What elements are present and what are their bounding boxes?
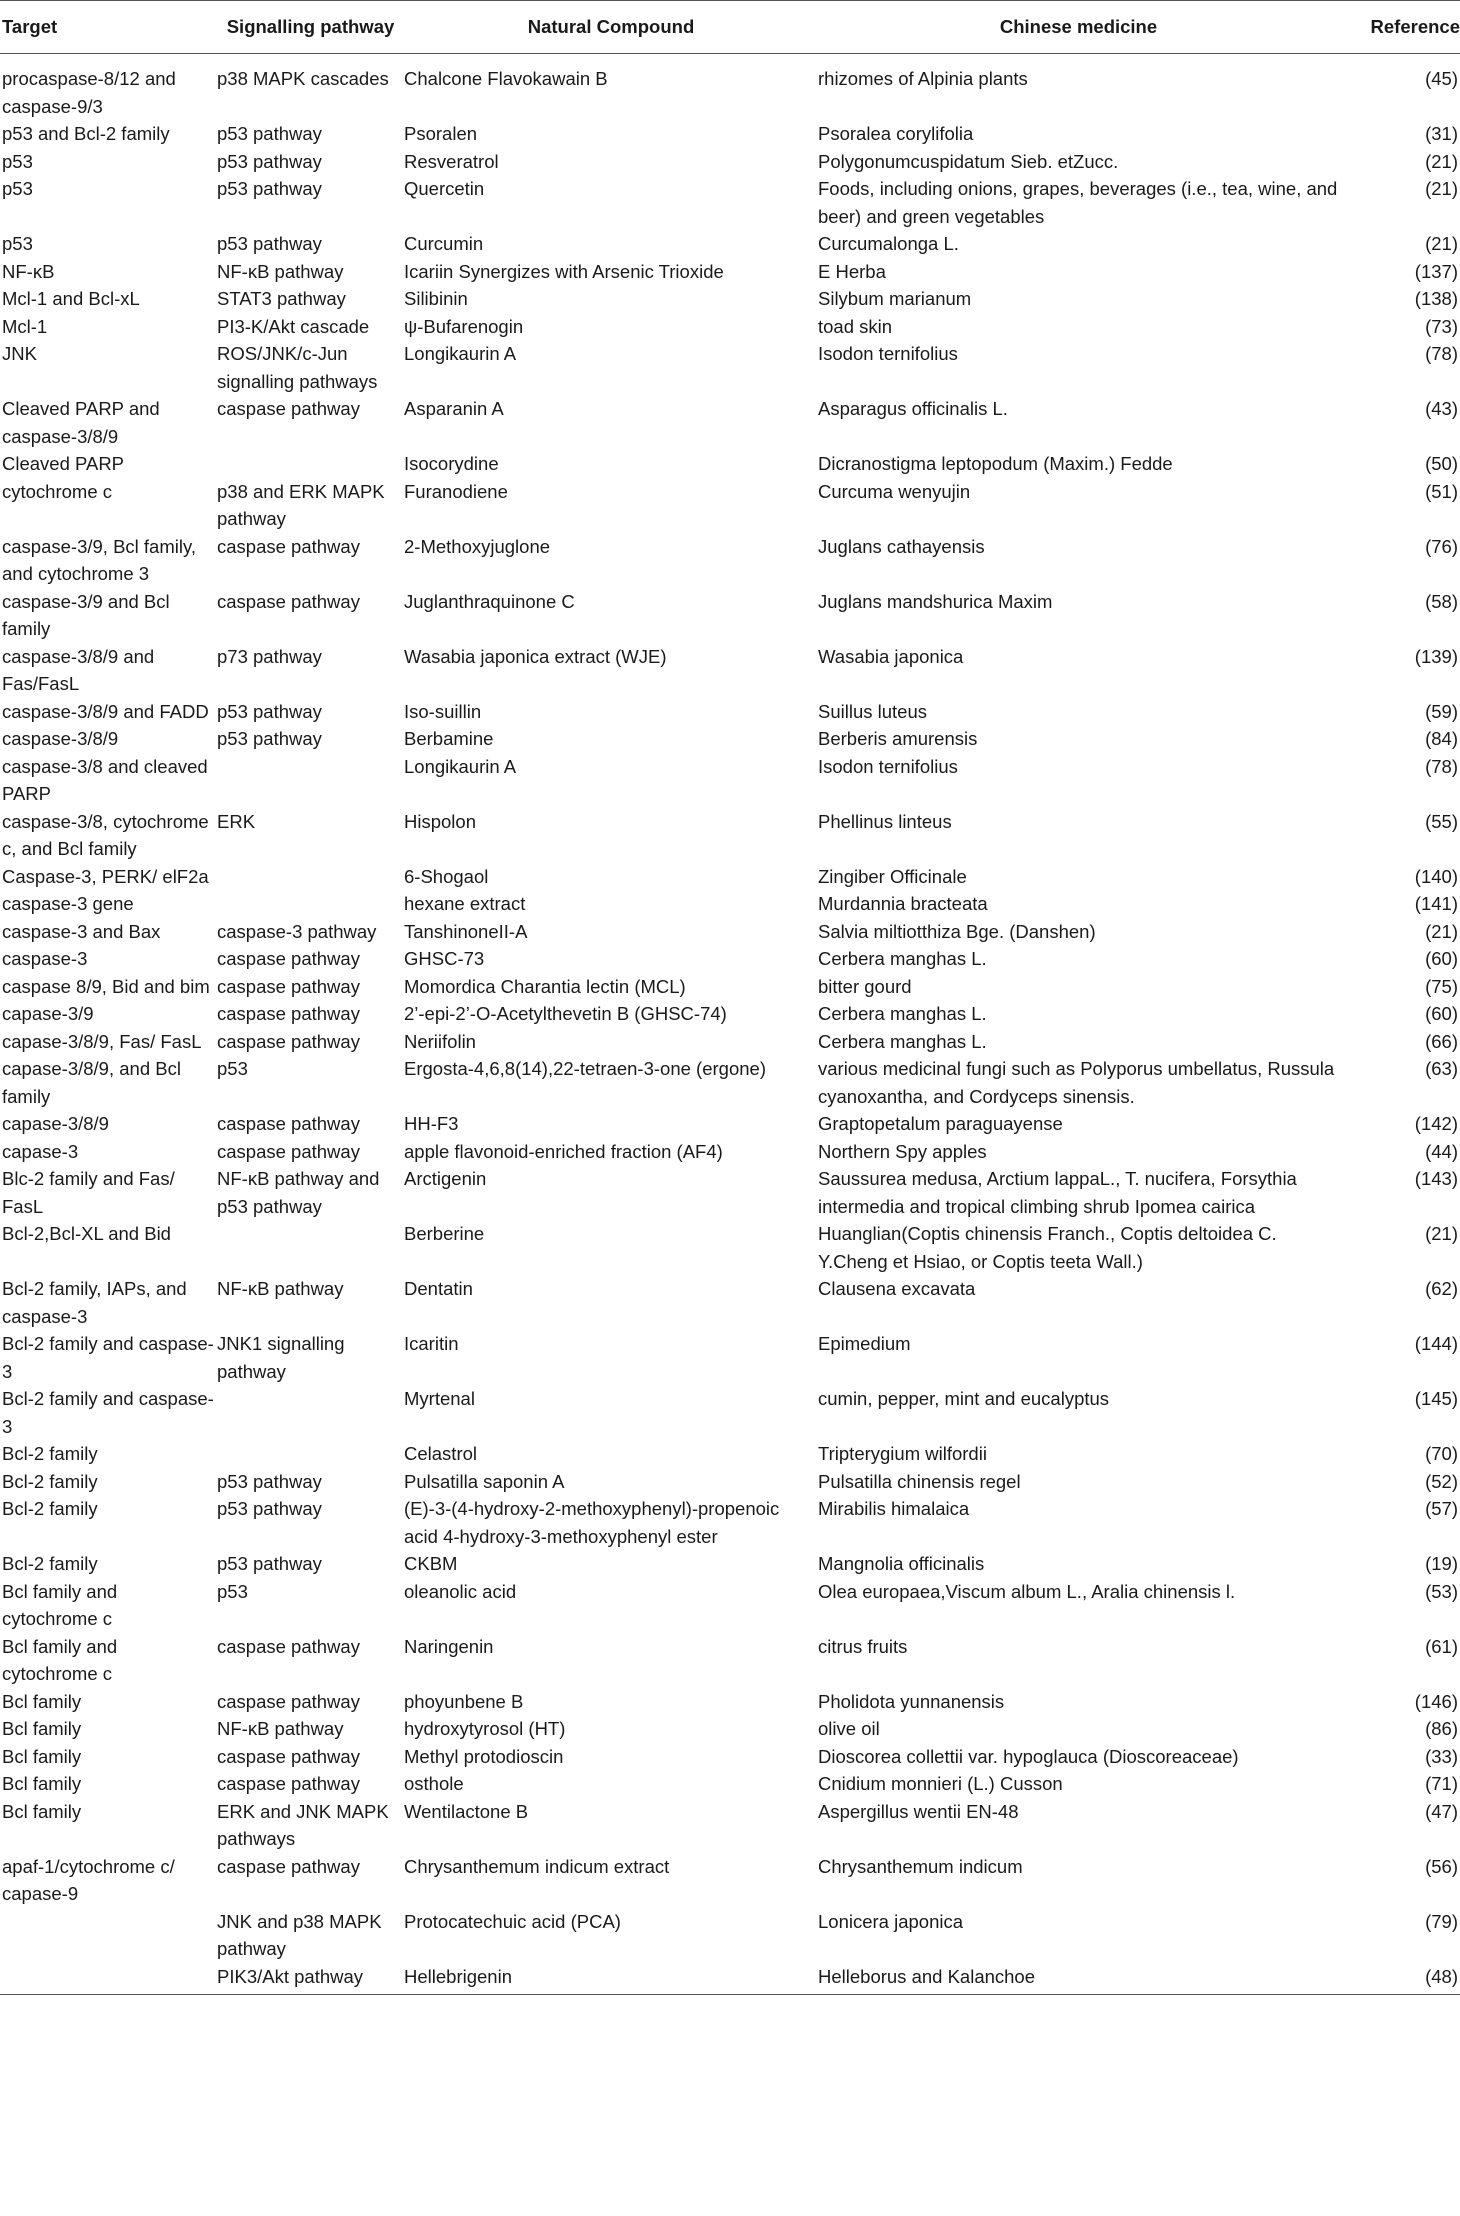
cell-chinese-medicine: Dioscorea collettii var. hypoglauca (Dioscoreaceae) — [818, 1745, 1239, 1767]
cell-signalling-pathway: caspase pathway — [217, 948, 360, 969]
table-row — [0, 1138, 1460, 1166]
cell-target: Bcl-2,Bcl-XL and Bid — [2, 1223, 171, 1244]
cell-chinese-medicine: cumin, pepper, mint and eucalyptus — [818, 1388, 1110, 1409]
cell-chinese-medicine: Phellinus linteus — [818, 810, 952, 832]
cell-signalling-pathway: p38 and ERK MAPK pathway — [217, 480, 385, 529]
cell-reference: (33) — [1425, 1745, 1458, 1767]
cell-reference: (19) — [1425, 1553, 1458, 1574]
cell-target: capase-3 — [2, 1140, 79, 1162]
table-row — [0, 313, 1460, 341]
header-reference: Reference — [1339, 1, 1460, 54]
cell-target: Bcl-2 family, IAPs, and caspase-3 — [2, 1278, 187, 1327]
cell-reference: (145) — [1414, 1388, 1458, 1409]
cell-target: caspase-3/8, cytochrome c, and Bcl family — [2, 810, 209, 859]
table-row — [0, 1440, 1460, 1468]
cell-reference: (59) — [1425, 700, 1458, 722]
cell-natural-compound: Asparanin A — [404, 398, 504, 419]
cell-signalling-pathway — [217, 1385, 404, 1440]
table-row — [0, 54, 1460, 121]
cell-chinese-medicine: Tripterygium wilfordii — [818, 1443, 987, 1464]
cell-reference: (31) — [1425, 123, 1458, 144]
table-row — [0, 175, 1460, 230]
cell-target: Bcl family — [2, 1773, 82, 1794]
table-row — [0, 258, 1460, 286]
cell-natural-compound: Wasabia japonica extract (WJE) — [404, 645, 667, 667]
cell-chinese-medicine: Murdannia bracteata — [818, 893, 988, 914]
cell-natural-compound: 2-Methoxyjuglone — [404, 535, 551, 557]
cell-natural-compound: CKBM — [404, 1553, 458, 1574]
cell-target: caspase-3 — [2, 948, 88, 969]
cell-target: Bcl-2 family — [2, 1498, 98, 1519]
cell-chinese-medicine: Mirabilis himalaica — [818, 1498, 970, 1519]
cell-signalling-pathway: caspase pathway — [217, 1030, 360, 1052]
cell-signalling-pathway: STAT3 pathway — [217, 288, 346, 309]
cell-signalling-pathway: JNK and p38 MAPK pathway — [217, 1910, 382, 1959]
cell-chinese-medicine: Helleborus and Kalanchoe — [818, 1963, 1339, 1995]
cell-chinese-medicine: Huanglian(Coptis chinensis Franch., Coptis deltoidea C. Y.Cheng et Hsiao, or Coptis teeta Wall.) — [818, 1223, 1277, 1272]
cell-natural-compound: Hellebrigenin — [404, 1963, 818, 1995]
cell-natural-compound: Berberine — [404, 1223, 485, 1244]
cell-target — [0, 1908, 217, 1963]
table-row — [0, 1055, 1460, 1110]
cell-chinese-medicine: Isodon ternifolius — [818, 343, 958, 364]
table-body — [0, 54, 1460, 1995]
cell-target: Bcl family — [2, 1745, 82, 1767]
cell-reference: (60) — [1425, 948, 1458, 969]
cell-natural-compound: Chalcone Flavokawain B — [404, 68, 608, 89]
cell-reference: (56) — [1425, 1855, 1458, 1877]
cell-natural-compound: hydroxytyrosol (HT) — [404, 1718, 566, 1739]
header-target: Target — [0, 1, 217, 54]
cell-target: Cleaved PARP — [2, 453, 125, 474]
cell-reference: (84) — [1425, 728, 1458, 749]
cell-signalling-pathway: PIK3/Akt pathway — [217, 1963, 404, 1995]
table-row — [0, 1715, 1460, 1743]
cell-target: capase-3/8/9 — [2, 1113, 109, 1134]
cell-chinese-medicine: Juglans mandshurica Maxim — [818, 590, 1053, 612]
cell-target: Bcl-2 family and caspase-3 — [2, 1388, 214, 1437]
cell-chinese-medicine: Berberis amurensis — [818, 728, 978, 749]
cell-natural-compound: Silibinin — [404, 288, 468, 309]
cell-chinese-medicine: Saussurea medusa, Arctium lappaL., T. nucifera, Forsythia intermedia and tropical climbing shrub Ipomea cairica — [818, 1168, 1297, 1217]
table-row — [0, 1908, 1460, 1963]
cell-natural-compound: Resveratrol — [404, 150, 499, 172]
cell-reference: (144) — [1414, 1333, 1458, 1354]
cell-signalling-pathway: ROS/JNK/c-Jun signalling pathways — [217, 343, 378, 392]
cell-signalling-pathway: p53 pathway — [217, 1470, 322, 1492]
cell-reference: (52) — [1425, 1470, 1458, 1492]
cell-reference: (141) — [1414, 893, 1458, 914]
cell-target — [0, 1963, 217, 1995]
table-row — [0, 1853, 1460, 1908]
cell-reference: (45) — [1425, 68, 1458, 89]
cell-target: Cleaved PARP and caspase-3/8/9 — [2, 398, 160, 447]
cell-signalling-pathway: caspase pathway — [217, 535, 360, 557]
cell-reference: (21) — [1425, 150, 1458, 172]
cell-signalling-pathway — [217, 1440, 404, 1468]
cell-chinese-medicine: Psoralea corylifolia — [818, 123, 974, 144]
cell-reference: (21) — [1425, 178, 1458, 199]
cell-target: JNK — [2, 343, 37, 364]
table-row — [0, 395, 1460, 450]
cell-natural-compound: Momordica Charantia lectin (MCL) — [404, 975, 686, 997]
cell-target: Bcl-2 family and caspase-3 — [2, 1333, 214, 1382]
cell-target: p53 and Bcl-2 family — [2, 123, 170, 144]
table-row — [0, 808, 1460, 863]
cell-signalling-pathway: caspase pathway — [217, 1773, 360, 1794]
cell-target: Bcl family — [2, 1800, 82, 1822]
cell-chinese-medicine: Juglans cathayensis — [818, 535, 985, 557]
cell-natural-compound: Curcumin — [404, 233, 484, 254]
cell-signalling-pathway: p53 — [217, 1580, 248, 1602]
cell-signalling-pathway: caspase pathway — [217, 1690, 360, 1712]
cell-natural-compound: Icariin Synergizes with Arsenic Trioxide — [404, 260, 724, 282]
cell-target: procaspase-8/12 and caspase-9/3 — [2, 68, 176, 117]
cell-signalling-pathway: p53 — [217, 1058, 248, 1079]
cell-target: Mcl-1 — [2, 315, 48, 337]
cell-natural-compound: Berbamine — [404, 728, 494, 749]
cell-reference: (21) — [1425, 920, 1458, 942]
cell-natural-compound: Icaritin — [404, 1333, 459, 1354]
cell-natural-compound: Chrysanthemum indicum extract — [404, 1855, 670, 1877]
cell-chinese-medicine: bitter gourd — [818, 975, 912, 997]
table-row — [0, 285, 1460, 313]
table-row — [0, 1743, 1460, 1771]
table-row — [0, 588, 1460, 643]
cell-target: capase-3/9 — [2, 1003, 94, 1024]
cell-target: Bcl family — [2, 1690, 82, 1712]
table-row — [0, 1165, 1460, 1220]
table-row — [0, 1000, 1460, 1028]
cell-natural-compound: Longikaurin A — [404, 343, 517, 364]
table-row — [0, 1688, 1460, 1716]
cell-target: caspase-3/8/9 and FADD — [2, 700, 209, 722]
cell-target: Blc-2 family and Fas/ FasL — [2, 1168, 175, 1217]
cell-target: caspase-3 gene — [2, 893, 134, 914]
table-row — [0, 340, 1460, 395]
cell-chinese-medicine: citrus fruits — [818, 1635, 908, 1657]
table-row — [0, 148, 1460, 176]
cell-target: Caspase-3, PERK/ elF2a — [2, 865, 209, 887]
cell-target: Bcl-2 family — [2, 1470, 98, 1492]
cell-reference: (78) — [1425, 755, 1458, 777]
cell-target: Bcl-2 family — [2, 1443, 98, 1464]
table-row — [0, 1330, 1460, 1385]
table-row — [0, 533, 1460, 588]
cell-natural-compound: Arctigenin — [404, 1168, 487, 1189]
table-row — [0, 1963, 1460, 1995]
cell-signalling-pathway: ERK — [217, 810, 256, 832]
cell-signalling-pathway: caspase pathway — [217, 1003, 360, 1024]
cell-target: cytochrome c — [2, 480, 113, 502]
cell-natural-compound: oleanolic acid — [404, 1580, 517, 1602]
cell-reference: (43) — [1425, 398, 1458, 419]
cell-natural-compound: (E)-3-(4-hydroxy-2-methoxyphenyl)-propenoic acid 4-hydroxy-3-methoxyphenyl ester — [404, 1498, 780, 1547]
cell-signalling-pathway: ERK and JNK MAPK pathways — [217, 1800, 389, 1849]
table-row — [0, 1550, 1460, 1578]
cell-target: p53 — [2, 150, 33, 172]
cell-chinese-medicine: Pholidota yunnanensis — [818, 1690, 1005, 1712]
cell-natural-compound: Iso-suillin — [404, 700, 482, 722]
cell-target: capase-3/8/9, Fas/ FasL — [2, 1030, 202, 1052]
cell-target: caspase-3 and Bax — [2, 920, 161, 942]
table-row — [0, 643, 1460, 698]
cell-chinese-medicine: Wasabia japonica — [818, 645, 964, 667]
cell-natural-compound: Wentilactone B — [404, 1800, 529, 1822]
cell-chinese-medicine: Salvia miltiotthiza Bge. (Danshen) — [818, 920, 1096, 942]
cell-chinese-medicine: Isodon ternifolius — [818, 755, 958, 777]
cell-natural-compound: Protocatechuic acid (PCA) — [404, 1910, 621, 1932]
cell-reference: (143) — [1414, 1168, 1458, 1189]
cell-reference: (53) — [1425, 1580, 1458, 1602]
cell-reference: (138) — [1414, 288, 1458, 309]
cell-natural-compound: ψ-Bufarenogin — [404, 315, 524, 337]
cell-chinese-medicine: Epimedium — [818, 1333, 911, 1354]
cell-chinese-medicine: Cerbera manghas L. — [818, 948, 987, 969]
cell-chinese-medicine: Cerbera manghas L. — [818, 1030, 987, 1052]
cell-target: NF-κB — [2, 260, 55, 282]
cell-reference: (57) — [1425, 1498, 1458, 1519]
cell-natural-compound: Longikaurin A — [404, 755, 517, 777]
cell-reference: (146) — [1414, 1690, 1458, 1712]
cell-target: caspase-3/8 and cleaved PARP — [2, 755, 208, 804]
cell-chinese-medicine: Dicranostigma leptopodum (Maxim.) Fedde — [818, 453, 1173, 474]
cell-natural-compound: 2’-epi-2’-O-Acetylthevetin B (GHSC-74) — [404, 1003, 727, 1024]
cell-reference: (21) — [1425, 233, 1458, 254]
cell-natural-compound: Isocorydine — [404, 453, 499, 474]
cell-signalling-pathway: caspase pathway — [217, 1113, 360, 1134]
table-row — [0, 1578, 1460, 1633]
cell-chinese-medicine: Mangnolia officinalis — [818, 1553, 985, 1574]
cell-chinese-medicine: Northern Spy apples — [818, 1140, 987, 1162]
table-row — [0, 1798, 1460, 1853]
cell-signalling-pathway: caspase pathway — [217, 590, 360, 612]
header-natural-compound: Natural Compound — [404, 1, 818, 54]
header-row — [0, 1, 1460, 54]
cell-reference: (55) — [1425, 810, 1458, 832]
cell-reference: (71) — [1425, 1773, 1458, 1794]
cell-chinese-medicine: Graptopetalum paraguayense — [818, 1113, 1063, 1134]
cell-signalling-pathway — [217, 450, 404, 478]
cell-reference: (142) — [1414, 1113, 1458, 1134]
cell-signalling-pathway: caspase pathway — [217, 398, 360, 419]
cell-reference: (61) — [1425, 1635, 1458, 1657]
cell-signalling-pathway: caspase pathway — [217, 1745, 360, 1767]
cell-reference: (70) — [1425, 1443, 1458, 1464]
table-row — [0, 945, 1460, 973]
cell-chinese-medicine: Olea europaea,Viscum album L., Aralia chinensis l. — [818, 1580, 1236, 1602]
table-header — [0, 1, 1460, 54]
table-row — [0, 1633, 1460, 1688]
cell-natural-compound: osthole — [404, 1773, 464, 1794]
cell-reference: (66) — [1425, 1030, 1458, 1052]
cell-reference: (76) — [1425, 535, 1458, 557]
cell-chinese-medicine: E Herba — [818, 260, 886, 282]
cell-chinese-medicine: Foods, including onions, grapes, beverages (i.e., tea, wine, and beer) and green vegetables — [818, 178, 1338, 227]
cell-reference: (140) — [1414, 865, 1458, 887]
cell-reference: (51) — [1425, 480, 1458, 502]
cell-signalling-pathway: NF-κB pathway and p53 pathway — [217, 1168, 380, 1217]
cell-chinese-medicine: Clausena excavata — [818, 1278, 976, 1299]
cell-signalling-pathway — [217, 753, 404, 808]
cell-reference: (62) — [1425, 1278, 1458, 1299]
table-row — [0, 698, 1460, 726]
table-row — [0, 973, 1460, 1001]
table-row — [0, 1028, 1460, 1056]
header-signalling-pathway: Signalling pathway — [217, 1, 404, 54]
cell-natural-compound: 6-Shogaol — [404, 865, 489, 887]
cell-chinese-medicine: Cerbera manghas L. — [818, 1003, 987, 1024]
cell-chinese-medicine: Asparagus officinalis L. — [818, 398, 1008, 419]
cell-natural-compound: HH-F3 — [404, 1113, 459, 1134]
cell-chinese-medicine: Pulsatilla chinensis regel — [818, 1470, 1021, 1492]
cell-signalling-pathway: p53 pathway — [217, 1553, 322, 1574]
cell-signalling-pathway: p53 pathway — [217, 728, 322, 749]
table-row — [0, 120, 1460, 148]
cell-chinese-medicine: Aspergillus wentii EN-48 — [818, 1800, 1019, 1822]
cell-chinese-medicine: Lonicera japonica — [818, 1910, 964, 1932]
cell-signalling-pathway — [217, 863, 404, 891]
cell-natural-compound: phoyunbene B — [404, 1690, 524, 1712]
cell-reference: (79) — [1425, 1910, 1458, 1932]
cell-chinese-medicine: Cnidium monnieri (L.) Cusson — [818, 1773, 1063, 1794]
cell-natural-compound: TanshinoneII-A — [404, 920, 528, 942]
cell-target: caspase-3/8/9 — [2, 728, 119, 749]
cell-signalling-pathway: p53 pathway — [217, 178, 322, 199]
cell-signalling-pathway: p53 pathway — [217, 700, 322, 722]
cell-signalling-pathway: NF-κB pathway — [217, 260, 344, 282]
cell-natural-compound: Psoralen — [404, 123, 478, 144]
cell-signalling-pathway: caspase pathway — [217, 975, 360, 997]
cell-target: Bcl-2 family — [2, 1553, 98, 1574]
cell-natural-compound: Dentatin — [404, 1278, 473, 1299]
cell-chinese-medicine: olive oil — [818, 1718, 880, 1739]
table-row — [0, 725, 1460, 753]
cell-signalling-pathway: p38 MAPK cascades — [217, 68, 389, 89]
cell-natural-compound: Hispolon — [404, 810, 476, 832]
cell-chinese-medicine: Polygonumcuspidatum Sieb. etZucc. — [818, 150, 1119, 172]
table-row — [0, 1385, 1460, 1440]
cell-chinese-medicine: Curcuma wenyujin — [818, 480, 971, 502]
cell-target: caspase-3/9 and Bcl family — [2, 590, 170, 639]
table-row — [0, 1220, 1460, 1275]
cell-target: caspase-3/9, Bcl family, and cytochrome 3 — [2, 535, 196, 584]
cell-reference: (44) — [1425, 1140, 1458, 1162]
cell-signalling-pathway — [217, 890, 404, 918]
cell-signalling-pathway: JNK1 signalling pathway — [217, 1333, 345, 1382]
cell-signalling-pathway: p53 pathway — [217, 1498, 322, 1519]
cell-natural-compound: Ergosta-4,6,8(14),22-tetraen-3-one (ergone) — [404, 1058, 766, 1079]
cell-natural-compound: Methyl protodioscin — [404, 1745, 564, 1767]
table-row — [0, 863, 1460, 891]
table-row — [0, 1468, 1460, 1496]
cell-target: caspase-3/8/9 and Fas/FasL — [2, 645, 155, 694]
cell-signalling-pathway: caspase pathway — [217, 1635, 360, 1657]
cell-natural-compound: Furanodiene — [404, 480, 508, 502]
cell-reference: (48) — [1339, 1963, 1460, 1995]
table-row — [0, 753, 1460, 808]
cell-natural-compound: apple flavonoid-enriched fraction (AF4) — [404, 1140, 723, 1162]
table-row — [0, 918, 1460, 946]
cell-reference: (21) — [1425, 1223, 1458, 1244]
cell-target: Bcl family and cytochrome c — [2, 1580, 118, 1629]
cell-reference: (47) — [1425, 1800, 1458, 1822]
cell-reference: (73) — [1425, 315, 1458, 337]
cell-signalling-pathway: p53 pathway — [217, 123, 322, 144]
cell-chinese-medicine: rhizomes of Alpinia plants — [818, 68, 1028, 89]
cell-natural-compound: hexane extract — [404, 893, 526, 914]
cell-reference: (86) — [1425, 1718, 1458, 1739]
table-row — [0, 890, 1460, 918]
cell-reference: (137) — [1414, 260, 1458, 282]
table-row — [0, 1770, 1460, 1798]
cell-target: caspase 8/9, Bid and bim — [2, 975, 210, 997]
table-row — [0, 230, 1460, 258]
cell-target: Bcl family — [2, 1718, 82, 1739]
cell-natural-compound: Myrtenal — [404, 1388, 475, 1409]
cell-chinese-medicine: Chrysanthemum indicum — [818, 1855, 1023, 1877]
cell-target: Bcl family and cytochrome c — [2, 1635, 118, 1684]
cell-chinese-medicine: Suillus luteus — [818, 700, 928, 722]
cell-signalling-pathway: NF-κB pathway — [217, 1278, 344, 1299]
cell-natural-compound: Naringenin — [404, 1635, 494, 1657]
table-row — [0, 478, 1460, 533]
table-row — [0, 450, 1460, 478]
cell-natural-compound: Quercetin — [404, 178, 485, 199]
cell-target: p53 — [2, 233, 33, 254]
header-chinese-medicine: Chinese medicine — [818, 1, 1339, 54]
cell-signalling-pathway: p53 pathway — [217, 150, 322, 172]
cell-chinese-medicine: Silybum marianum — [818, 288, 972, 309]
cell-target: p53 — [2, 178, 33, 199]
cell-natural-compound: Neriifolin — [404, 1030, 476, 1052]
table-row — [0, 1110, 1460, 1138]
cell-chinese-medicine: Zingiber Officinale — [818, 865, 967, 887]
cell-signalling-pathway — [217, 1220, 404, 1275]
cell-signalling-pathway: caspase pathway — [217, 1855, 360, 1877]
cell-chinese-medicine: toad skin — [818, 315, 893, 337]
cell-reference: (50) — [1425, 453, 1458, 474]
cell-signalling-pathway: caspase pathway — [217, 1140, 360, 1162]
cell-target: apaf-1/cytochrome c/ capase-9 — [2, 1855, 175, 1904]
cell-reference: (75) — [1425, 975, 1458, 997]
cell-signalling-pathway: p73 pathway — [217, 645, 322, 667]
cell-signalling-pathway: caspase-3 pathway — [217, 920, 377, 942]
cell-reference: (78) — [1425, 343, 1458, 364]
cell-signalling-pathway: NF-κB pathway — [217, 1718, 344, 1739]
table-row — [0, 1495, 1460, 1550]
cell-chinese-medicine: Curcumalonga L. — [818, 233, 959, 254]
cell-target: capase-3/8/9, and Bcl family — [2, 1058, 181, 1107]
cell-natural-compound: Celastrol — [404, 1443, 477, 1464]
cell-signalling-pathway: p53 pathway — [217, 233, 322, 254]
cell-chinese-medicine: various medicinal fungi such as Polyporus umbellatus, Russula cyanoxantha, and Cordyceps sinensis. — [818, 1058, 1335, 1107]
cell-reference: (60) — [1425, 1003, 1458, 1024]
table-row — [0, 1275, 1460, 1330]
cell-reference: (63) — [1425, 1058, 1458, 1079]
cell-signalling-pathway: PI3-K/Akt cascade — [217, 315, 370, 337]
cell-reference: (58) — [1425, 590, 1458, 612]
cell-natural-compound: Pulsatilla saponin A — [404, 1470, 565, 1492]
cell-natural-compound: GHSC-73 — [404, 948, 485, 969]
cell-reference: (139) — [1414, 645, 1458, 667]
cell-target: Mcl-1 and Bcl-xL — [2, 288, 140, 309]
cell-natural-compound: Juglanthraquinone C — [404, 590, 575, 612]
